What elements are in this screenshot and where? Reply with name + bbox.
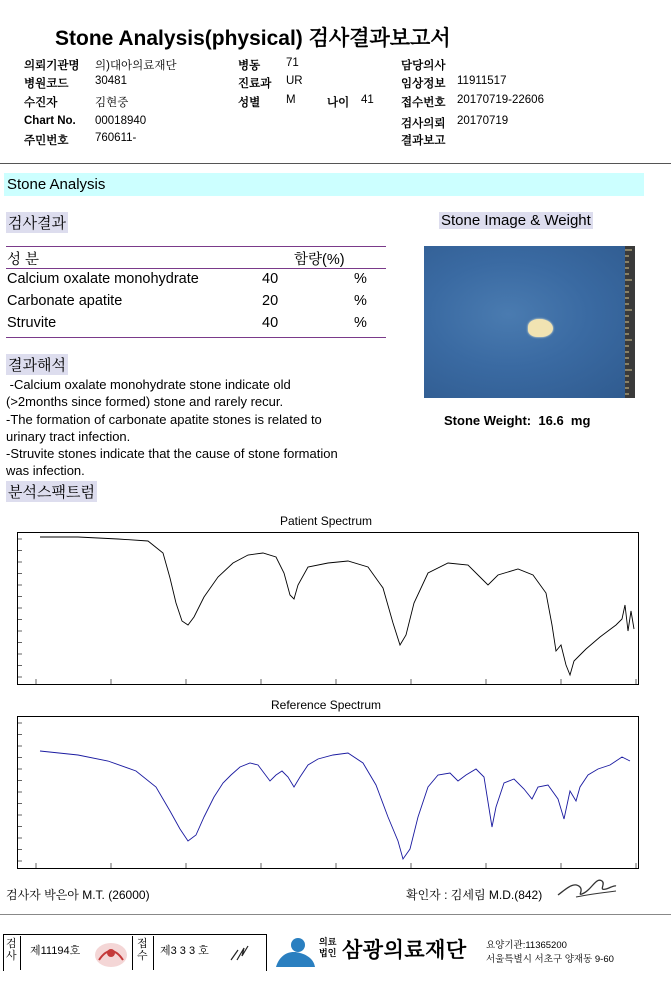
exam-label: 검사 [6,938,17,962]
clinical-info-label: 임상정보 [401,78,446,90]
interpretation-line: was infection. [6,463,85,479]
org-address: 서울특별시 서초구 양재동 9-60 [486,954,614,965]
results-heading: 검사결과 [6,212,68,233]
ward-value: 71 [286,57,299,69]
interpretation-text [6,376,401,480]
result-report-label: 결과보고 [401,135,446,147]
table-bottom-rule [6,337,386,338]
reception-label: 접수 [137,938,148,962]
examiner: 검사자 박은아 M.T. (26000) [6,888,150,902]
exam-no: 제11194호 [30,945,81,957]
signature [556,871,618,901]
reception-no: 제3 3 3 호 [160,945,209,957]
samkwang-logo-icon [274,936,316,968]
stone-weight [444,413,590,428]
confirmer: 확인자 : 김세림 M.D.(842) [406,888,543,902]
receipt-no-value: 20170719-22606 [457,94,544,106]
bottom-bar [0,932,671,997]
component-name: Struvite [7,315,57,331]
resident-no-label: 주민번호 [24,135,69,147]
reference-spectrum-svg [18,717,638,868]
weight-label: Stone Weight: [444,413,532,428]
receipt-no-label: 접수번호 [401,97,446,109]
age-value: 41 [361,94,374,106]
spectrum-trace [40,537,634,675]
table-row [6,293,386,315]
table-top-rule [6,246,386,247]
dept-value: UR [286,75,303,87]
clinical-info-value: 11911517 [457,75,507,87]
interpretation-line: (>2months since formed) stone and rarely recur. [6,394,284,410]
stone-photo [424,246,635,398]
patient-spectrum-title: Patient Spectrum [280,514,373,528]
dept-label: 진료과 [238,78,272,90]
table-header-row [6,248,386,270]
component-name: Calcium oxalate monohydrate [7,271,199,287]
spectrum-trace [40,751,630,859]
reference-spectrum-title: Reference Spectrum [271,698,382,712]
table-header-rule [6,268,386,269]
table-row [6,271,386,293]
component-value: 40 [262,271,279,287]
scale-ruler [625,246,635,398]
sex-label: 성별 [238,97,261,109]
hospital-code-label: 병원코드 [24,78,69,90]
seal-icon [93,938,129,968]
initial-mark-icon [228,942,252,964]
stamp-divider [153,936,154,970]
interpretation-line: -Calcium oxalate monohydrate stone indicate old [6,377,291,392]
reference-spectrum-plot [17,716,639,869]
hospital-code-value: 30481 [95,75,127,87]
interpretation-heading: 결과해석 [6,354,68,375]
patient-spectrum-svg [18,533,638,684]
component-col-header: 성 분 [7,252,40,268]
footer-divider [0,914,671,915]
exam-request-label: 검사의뢰 [401,118,446,130]
chart-value: 00018940 [95,115,147,127]
content-col-header: 함량(%) [294,252,345,268]
org-name: 삼광의료재단 [342,939,467,962]
component-unit: % [354,271,367,287]
sex-value: M [286,94,296,106]
weight-value: 16.6 [538,413,564,428]
age-label: 나이 [327,97,350,109]
ward-label: 병동 [238,60,261,72]
component-unit: % [354,293,367,309]
legal-tag-2: 법인 [319,948,337,958]
weight-unit: mg [570,413,591,428]
interpretation-line: -The formation of carbonate apatite stones is related to [6,411,322,427]
stone-specimen [528,319,553,337]
patient-label: 수진자 [24,97,58,109]
requesting-institution-label: 의뢰기관명 [24,60,80,72]
requesting-institution-value: 의)대아의료재단 [95,60,177,72]
legal-tag [319,937,336,959]
patient-value: 김현중 [95,97,129,109]
image-heading: Stone Image & Weight [441,212,591,229]
patient-spectrum-plot [17,532,639,685]
table-row [6,315,386,337]
section-title-bar: Stone Analysis [4,173,644,196]
resident-no-value: 760611- [95,132,137,144]
report-title: Stone Analysis(physical) 검사결과보고서 [55,27,451,50]
stamp-divider [20,936,21,970]
header-divider [0,163,671,164]
attending-label: 담당의사 [401,60,446,72]
interpretation-line: urinary tract infection. [6,428,131,444]
component-unit: % [354,315,367,331]
chart-label: Chart No. [24,115,76,127]
institution-code: 요양기관:11365200 [486,940,567,951]
component-value: 40 [262,315,279,331]
component-name: Carbonate apatite [7,293,123,309]
component-value: 20 [262,293,279,309]
stamp-divider [132,936,133,970]
exam-request-value: 20170719 [457,115,509,127]
interpretation-line: -Struvite stones indicate that the cause of stone formation [6,446,338,462]
spectrum-heading: 분석스팩트럼 [6,481,97,502]
legal-tag-1: 의료 [319,937,337,947]
